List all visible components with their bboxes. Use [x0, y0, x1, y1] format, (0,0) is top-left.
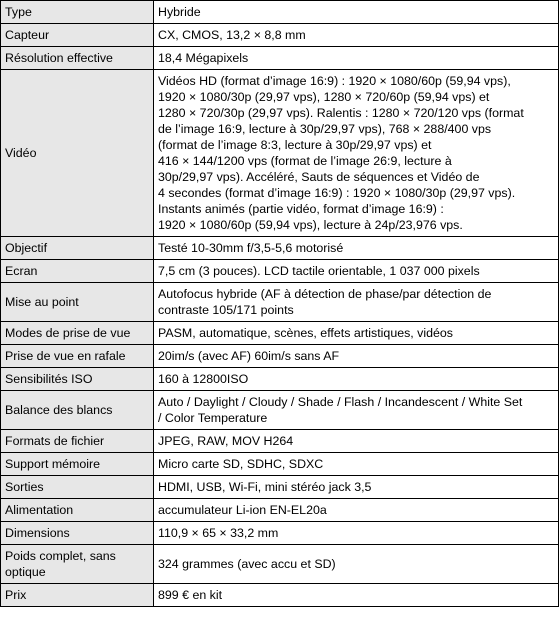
spec-label: Support mémoire: [1, 453, 154, 476]
table-row: [1, 368, 559, 391]
spec-value: Auto / Daylight / Cloudy / Shade / Flash / Incandescent / White Set / Color Temperature: [154, 391, 559, 430]
spec-value: 324 grammes (avec accu et SD): [154, 545, 559, 584]
spec-value: CX, CMOS, 13,2 × 8,8 mm: [154, 24, 559, 47]
spec-value: PASM, automatique, scènes, effets artistiques, vidéos: [154, 322, 559, 345]
table-row: [1, 430, 559, 453]
table-row: [1, 345, 559, 368]
table-row: [1, 24, 559, 47]
spec-label: Ecran: [1, 260, 154, 283]
spec-label: Poids complet, sans optique: [1, 545, 154, 584]
table-row: [1, 1, 559, 24]
table-row: [1, 47, 559, 70]
spec-label: Modes de prise de vue: [1, 322, 154, 345]
spec-value: Hybride: [154, 1, 559, 24]
table-row: [1, 322, 559, 345]
table-row: [1, 584, 559, 607]
table-row: [1, 391, 559, 430]
spec-label: Alimentation: [1, 499, 154, 522]
spec-value: 7,5 cm (3 pouces). LCD tactile orientable, 1 037 000 pixels: [154, 260, 559, 283]
table-row: [1, 499, 559, 522]
table-row: [1, 70, 559, 237]
spec-label: Objectif: [1, 237, 154, 260]
spec-label: Capteur: [1, 24, 154, 47]
table-row: [1, 283, 559, 322]
spec-value: 899 € en kit: [154, 584, 559, 607]
spec-value: 160 à 12800ISO: [154, 368, 559, 391]
spec-label: Prise de vue en rafale: [1, 345, 154, 368]
spec-value: 20im/s (avec AF) 60im/s sans AF: [154, 345, 559, 368]
spec-value: HDMI, USB, Wi-Fi, mini stéréo jack 3,5: [154, 476, 559, 499]
spec-value: Autofocus hybride (AF à détection de phase/par détection de contraste 105/171 points: [154, 283, 559, 322]
table-row: [1, 545, 559, 584]
spec-label: Type: [1, 1, 154, 24]
table-row: [1, 476, 559, 499]
spec-value: Micro carte SD, SDHC, SDXC: [154, 453, 559, 476]
specs-table-body: [1, 1, 559, 607]
spec-label: Formats de fichier: [1, 430, 154, 453]
spec-label: Vidéo: [1, 70, 154, 237]
table-row: [1, 522, 559, 545]
spec-label: Résolution effective: [1, 47, 154, 70]
spec-value: 18,4 Mégapixels: [154, 47, 559, 70]
table-row: [1, 453, 559, 476]
spec-label: Balance des blancs: [1, 391, 154, 430]
table-row: [1, 260, 559, 283]
spec-label: Dimensions: [1, 522, 154, 545]
spec-value: 110,9 × 65 × 33,2 mm: [154, 522, 559, 545]
spec-label: Mise au point: [1, 283, 154, 322]
spec-value: Testé 10-30mm f/3,5-5,6 motorisé: [154, 237, 559, 260]
spec-label: Prix: [1, 584, 154, 607]
spec-label: Sorties: [1, 476, 154, 499]
spec-label: Sensibilités ISO: [1, 368, 154, 391]
spec-value: Vidéos HD (format d’image 16:9) : 1920 × 1080/60p (59,94 vps), 1920 × 1080/30p (29,97 vps), 1280 × 720/60p (59,94 vps) et 1280 × 720/30p (29,97 vps). Ralentis : 1280 × 720/120 vps (format de l’image 16:9, lecture à 30p/29,97 vps), 768 × 288/400 vps (format de l’image 8:3, lecture à 30p/29,97 vps) et 416 × 144/1200 vps (format de l’image 26:9, lecture à 30p/29,97 vps). Accéléré, Sauts de séquences et Vidéo de 4 secondes (format d’image 16:9) : 1920 × 1080/30p (29,97 vps). Instants animés (partie vidéo, format d’image 16:9) : 1920 × 1080/60p (59,94 vps), lecture à 24p/23,976 vps.: [154, 70, 559, 237]
spec-value: JPEG, RAW, MOV H264: [154, 430, 559, 453]
table-row: [1, 237, 559, 260]
spec-value: accumulateur Li-ion EN-EL20a: [154, 499, 559, 522]
